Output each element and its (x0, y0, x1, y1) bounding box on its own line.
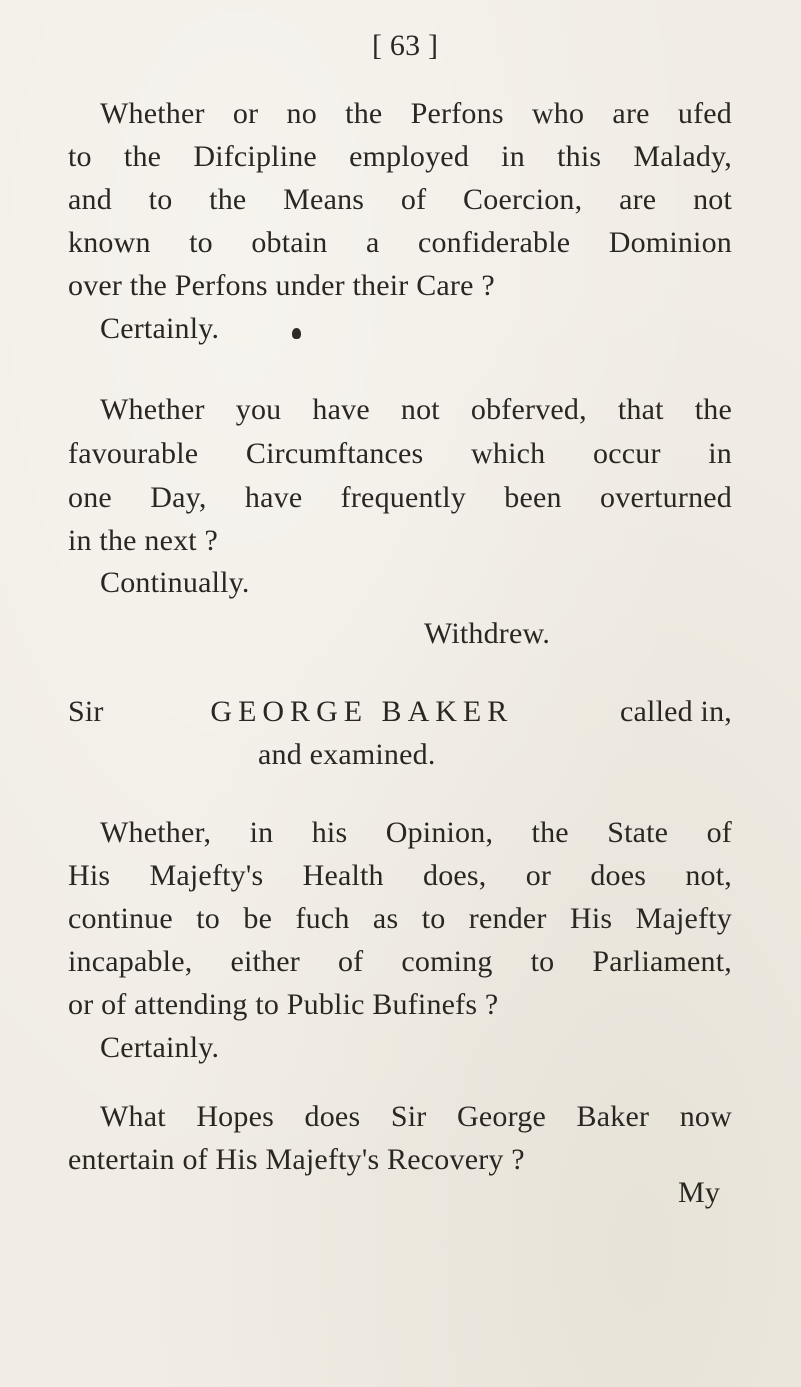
page-number: [ 63 ] (372, 29, 439, 62)
question-line: continue to be fuch as to render His Majefty (68, 902, 732, 935)
question-line: Whether or no the Perfons who are ufed (100, 97, 732, 130)
witness-suffix: called in, (620, 695, 732, 728)
witness-heading (68, 694, 732, 730)
question-line: one Day, have frequently been overturned (68, 481, 732, 514)
question-line: to the Difcipline employed in this Malady, (68, 140, 732, 173)
question-line: entertain of His Majefty's Recovery ? (68, 1143, 525, 1176)
catchword: My (678, 1176, 721, 1209)
question-line: in the next ? (68, 524, 219, 557)
question-line: Whether, in his Opinion, the State of (100, 816, 732, 849)
witness-name: GEORGE BAKER (210, 695, 514, 728)
question-line: His Majefty's Health does, or does not, (68, 859, 732, 892)
witness-prefix: Sir (68, 695, 104, 728)
question-line: What Hopes does Sir George Baker now (100, 1100, 732, 1133)
answer-line: Continually. (100, 566, 250, 599)
question-line: favourable Circumftances which occur in (68, 437, 732, 470)
question-line: incapable, either of coming to Parliament, (68, 945, 732, 978)
answer-line: Certainly. (100, 1031, 220, 1064)
answer-line: Certainly. (100, 312, 220, 345)
witness-heading-line2: and examined. (258, 738, 436, 771)
question-line: known to obtain a confiderable Dominion (68, 226, 732, 259)
question-line: over the Perfons under their Care ? (68, 269, 495, 302)
question-line: and to the Means of Coercion, are not (68, 183, 732, 216)
question-line: or of attending to Public Bufinefs ? (68, 988, 499, 1021)
ink-blot (292, 328, 301, 339)
withdrew-note: Withdrew. (424, 617, 551, 650)
question-line: Whether you have not obferved, that the (100, 393, 732, 426)
